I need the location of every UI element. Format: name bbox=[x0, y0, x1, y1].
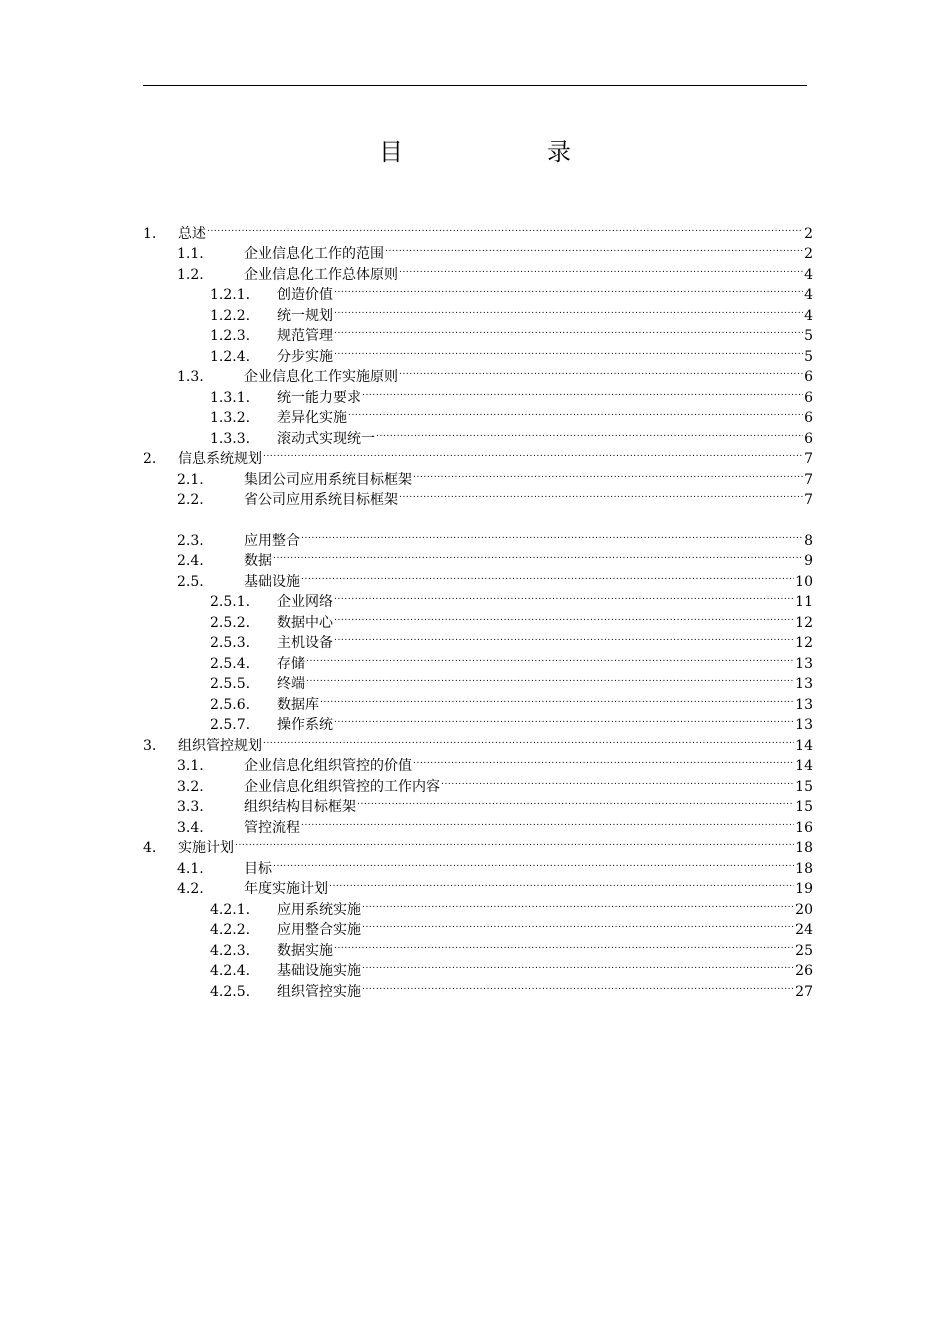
toc-label: 组织管控规划 bbox=[178, 737, 262, 754]
toc-page: 10 bbox=[795, 573, 813, 590]
toc-entry[interactable] bbox=[143, 238, 813, 262]
toc-leader bbox=[385, 238, 803, 259]
toc-leader bbox=[306, 647, 794, 668]
toc-number: 4.2.5. bbox=[210, 983, 251, 1000]
toc-page: 7 bbox=[804, 492, 813, 508]
toc-entry[interactable] bbox=[143, 873, 813, 897]
toc-label: 应用整合 bbox=[244, 532, 300, 549]
toc-label: 总述 bbox=[178, 225, 206, 242]
toc-label: 集团公司应用系统目标框架 bbox=[244, 471, 412, 488]
toc-page: 26 bbox=[795, 963, 813, 979]
toc-number: 1.2.3. bbox=[210, 328, 251, 344]
page-title: 目 录 bbox=[379, 138, 631, 166]
toc-leader bbox=[399, 361, 803, 382]
toc-entry[interactable] bbox=[143, 606, 813, 631]
toc-entry[interactable] bbox=[143, 484, 813, 508]
toc-page: 18 bbox=[795, 860, 813, 877]
toc-label: 基础设施实施 bbox=[277, 963, 361, 979]
toc-label: 目标 bbox=[244, 860, 272, 877]
toc-leader bbox=[329, 873, 794, 894]
toc-leader bbox=[362, 914, 794, 935]
toc-entry[interactable] bbox=[143, 340, 813, 365]
toc-entry[interactable] bbox=[143, 627, 813, 651]
toc-page: 8 bbox=[804, 532, 813, 549]
toc-page: 6 bbox=[804, 430, 813, 447]
toc-label: 数据 bbox=[244, 553, 272, 569]
toc-label: 企业网络 bbox=[277, 594, 333, 610]
toc-leader bbox=[413, 463, 803, 484]
toc-entry[interactable] bbox=[143, 422, 813, 447]
toc-entry[interactable] bbox=[143, 955, 813, 979]
toc-label: 统一能力要求 bbox=[277, 389, 361, 406]
toc-entry[interactable] bbox=[143, 381, 813, 406]
toc-leader bbox=[334, 320, 803, 341]
toc-page: 7 bbox=[804, 471, 813, 488]
toc-entry[interactable] bbox=[143, 791, 813, 815]
toc-label: 年度实施计划 bbox=[244, 881, 328, 897]
toc-page: 15 bbox=[795, 778, 813, 795]
toc-entry[interactable] bbox=[143, 975, 813, 1000]
toc-entry[interactable] bbox=[143, 770, 813, 795]
toc-leader bbox=[207, 217, 803, 238]
toc-page: 6 bbox=[804, 410, 813, 426]
toc-number: 3.3. bbox=[177, 799, 204, 815]
toc-entry[interactable] bbox=[143, 914, 813, 938]
toc-label: 基础设施 bbox=[244, 573, 300, 590]
toc-page: 13 bbox=[795, 655, 813, 672]
toc-label: 分步实施 bbox=[277, 348, 333, 365]
toc-entry[interactable] bbox=[143, 668, 813, 692]
toc-number: 4.2. bbox=[177, 881, 204, 897]
toc-leader bbox=[334, 586, 794, 607]
toc-entry[interactable] bbox=[143, 893, 813, 918]
toc-number: 1.2. bbox=[177, 266, 204, 283]
toc-page: 25 bbox=[795, 942, 813, 959]
toc-page: 5 bbox=[804, 328, 813, 344]
toc-number: 2.5.5. bbox=[210, 676, 251, 692]
toc-leader bbox=[273, 545, 803, 566]
toc-page: 9 bbox=[804, 553, 813, 569]
toc-label: 统一规划 bbox=[277, 307, 333, 324]
toc-label: 操作系统 bbox=[277, 717, 333, 733]
toc-label: 规范管理 bbox=[277, 328, 333, 344]
toc-leader bbox=[357, 791, 794, 812]
toc-leader bbox=[376, 422, 803, 443]
toc-page: 12 bbox=[795, 614, 813, 631]
toc-leader bbox=[301, 811, 794, 832]
toc-number: 2.2. bbox=[177, 492, 204, 508]
toc-number: 4.2.1. bbox=[210, 901, 251, 918]
toc-leader bbox=[334, 340, 803, 361]
toc-page: 13 bbox=[795, 676, 813, 692]
toc-leader bbox=[306, 668, 794, 689]
toc-number: 1.2.1. bbox=[210, 287, 251, 303]
toc-leader bbox=[399, 258, 803, 279]
toc-page: 13 bbox=[795, 696, 813, 713]
toc-number: 1.3.2. bbox=[210, 410, 251, 426]
toc-leader bbox=[334, 709, 794, 730]
toc-leader bbox=[362, 893, 794, 914]
toc-number: 3.1. bbox=[177, 758, 204, 774]
toc-leader bbox=[348, 402, 803, 423]
toc-leader bbox=[334, 606, 794, 627]
toc-leader bbox=[334, 279, 803, 300]
toc-entry[interactable] bbox=[143, 934, 813, 959]
toc-page: 2 bbox=[804, 246, 813, 262]
toc-number: 1. bbox=[143, 225, 157, 242]
toc-label: 企业信息化工作总体原则 bbox=[244, 266, 398, 283]
toc-number: 2.5.7. bbox=[210, 717, 251, 733]
toc-page: 4 bbox=[804, 307, 813, 324]
toc-entry[interactable] bbox=[143, 443, 813, 467]
toc-page: 13 bbox=[795, 717, 813, 733]
toc-label: 主机设备 bbox=[277, 635, 333, 651]
toc-leader bbox=[413, 750, 794, 771]
toc-entry[interactable] bbox=[143, 279, 813, 303]
toc-entry[interactable] bbox=[143, 217, 813, 242]
toc-leader bbox=[441, 770, 794, 791]
toc-leader bbox=[273, 852, 794, 873]
toc-entry[interactable] bbox=[143, 463, 813, 488]
toc-page: 15 bbox=[795, 799, 813, 815]
toc-label: 存储 bbox=[277, 655, 305, 672]
toc-entry[interactable] bbox=[143, 852, 813, 877]
toc-label: 省公司应用系统目标框架 bbox=[244, 492, 398, 508]
toc-number: 2.5.1. bbox=[210, 594, 251, 610]
toc-entry[interactable] bbox=[143, 361, 813, 385]
toc-entry[interactable] bbox=[143, 545, 813, 569]
toc-number: 1.2.4. bbox=[210, 348, 251, 365]
toc-page: 4 bbox=[804, 266, 813, 283]
toc-label: 企业信息化工作的范围 bbox=[244, 246, 384, 262]
toc-number: 2.3. bbox=[177, 532, 204, 549]
toc-leader bbox=[362, 955, 794, 976]
toc-number: 1.3.1. bbox=[210, 389, 251, 406]
toc-page: 11 bbox=[795, 594, 813, 610]
toc-entry[interactable] bbox=[143, 586, 813, 610]
toc-leader bbox=[263, 443, 803, 464]
toc-page: 24 bbox=[795, 922, 813, 938]
toc-number: 1.3. bbox=[177, 369, 204, 385]
toc-leader bbox=[320, 688, 794, 709]
toc-entry[interactable] bbox=[143, 750, 813, 774]
toc-page: 19 bbox=[795, 881, 813, 897]
toc-number: 2.5.3. bbox=[210, 635, 251, 651]
toc-number: 2.5.2. bbox=[210, 614, 251, 631]
toc-leader bbox=[362, 975, 794, 996]
toc-entry[interactable] bbox=[143, 709, 813, 733]
toc-entry[interactable] bbox=[143, 402, 813, 426]
toc-page: 2 bbox=[804, 225, 813, 242]
table-of-contents bbox=[143, 217, 813, 1000]
toc-number: 3. bbox=[143, 737, 157, 754]
toc-number: 4. bbox=[143, 840, 157, 856]
toc-leader bbox=[301, 565, 794, 586]
toc-number: 2. bbox=[143, 451, 157, 467]
toc-label: 组织结构目标框架 bbox=[244, 799, 356, 815]
toc-label: 信息系统规划 bbox=[178, 451, 262, 467]
toc-number: 1.3.3. bbox=[210, 430, 251, 447]
toc-number: 3.4. bbox=[177, 819, 204, 836]
toc-number: 2.1. bbox=[177, 471, 204, 488]
toc-number: 2.4. bbox=[177, 553, 204, 569]
toc-leader bbox=[399, 484, 803, 505]
toc-entry[interactable] bbox=[143, 688, 813, 713]
toc-leader bbox=[263, 729, 794, 750]
toc-label: 企业信息化工作实施原则 bbox=[244, 369, 398, 385]
toc-entry[interactable] bbox=[143, 729, 813, 754]
toc-label: 创造价值 bbox=[277, 287, 333, 303]
toc-page: 5 bbox=[804, 348, 813, 365]
toc-page: 12 bbox=[795, 635, 813, 651]
toc-number: 2.5.4. bbox=[210, 655, 251, 672]
toc-label: 管控流程 bbox=[244, 819, 300, 836]
toc-label: 应用系统实施 bbox=[277, 901, 361, 918]
toc-label: 滚动式实现统一 bbox=[277, 430, 375, 447]
toc-entry[interactable] bbox=[143, 647, 813, 672]
toc-number: 4.2.4. bbox=[210, 963, 251, 979]
toc-entry[interactable] bbox=[143, 320, 813, 344]
toc-page: 6 bbox=[804, 389, 813, 406]
toc-page: 14 bbox=[795, 737, 813, 754]
toc-page: 16 bbox=[795, 819, 813, 836]
toc-leader bbox=[362, 381, 803, 402]
toc-label: 实施计划 bbox=[178, 840, 234, 856]
toc-entry[interactable] bbox=[143, 565, 813, 590]
toc-label: 差异化实施 bbox=[277, 410, 347, 426]
toc-entry[interactable] bbox=[143, 258, 813, 283]
toc-number: 4.2.3. bbox=[210, 942, 251, 959]
toc-leader bbox=[301, 524, 803, 545]
toc-number: 3.2. bbox=[177, 778, 204, 795]
toc-page: 6 bbox=[804, 369, 813, 385]
toc-page: 14 bbox=[795, 758, 813, 774]
toc-leader bbox=[334, 934, 794, 955]
toc-label: 数据实施 bbox=[277, 942, 333, 959]
toc-label: 数据库 bbox=[277, 696, 319, 713]
toc-leader bbox=[235, 832, 794, 853]
toc-entry[interactable] bbox=[143, 832, 813, 856]
toc-label: 组织管控实施 bbox=[277, 983, 361, 1000]
toc-leader bbox=[334, 627, 794, 648]
toc-label: 企业信息化组织管控的工作内容 bbox=[244, 778, 440, 795]
toc-number: 1.1. bbox=[177, 246, 204, 262]
toc-number: 4.2.2. bbox=[210, 922, 251, 938]
toc-number: 1.2.2. bbox=[210, 307, 251, 324]
toc-page: 4 bbox=[804, 287, 813, 303]
toc-entry[interactable] bbox=[143, 811, 813, 836]
toc-leader bbox=[334, 299, 803, 320]
toc-number: 2.5.6. bbox=[210, 696, 251, 713]
toc-label: 应用整合实施 bbox=[277, 922, 361, 938]
toc-number: 4.1. bbox=[177, 860, 204, 877]
header-rule bbox=[143, 85, 807, 86]
toc-number: 2.5. bbox=[177, 573, 204, 590]
toc-page: 20 bbox=[795, 901, 813, 918]
toc-entry[interactable] bbox=[143, 299, 813, 324]
toc-entry[interactable] bbox=[143, 524, 813, 549]
toc-label: 终端 bbox=[277, 676, 305, 692]
toc-page: 18 bbox=[795, 840, 813, 856]
toc-page: 7 bbox=[804, 451, 813, 467]
toc-page: 27 bbox=[795, 983, 813, 1000]
toc-label: 企业信息化组织管控的价值 bbox=[244, 758, 412, 774]
toc-label: 数据中心 bbox=[277, 614, 333, 631]
